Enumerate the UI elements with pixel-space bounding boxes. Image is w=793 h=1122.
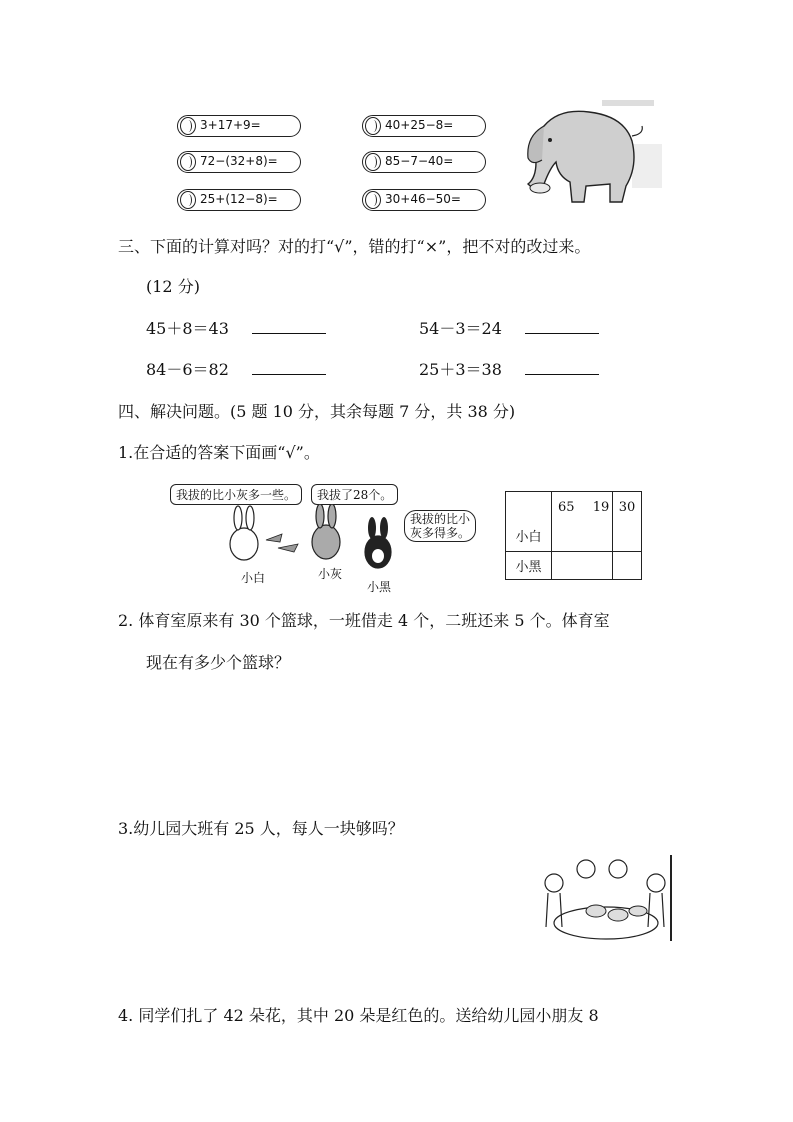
answer-blank[interactable] xyxy=(252,319,326,334)
expression-scroll xyxy=(177,189,301,211)
answer-cell[interactable] xyxy=(613,552,642,580)
check-item xyxy=(419,316,599,339)
equation-text: 54－3＝24 xyxy=(419,319,502,338)
section3-points: (12 分) xyxy=(146,277,200,296)
bunnies-illustration xyxy=(222,504,412,572)
question-3: 3.幼儿园大班有 25 人，每人一块够吗？ xyxy=(118,819,404,838)
equation-text: 45＋8＝43 xyxy=(146,319,229,338)
answer-choice-table xyxy=(505,491,642,580)
bunny-name-white: 小白 xyxy=(241,571,266,585)
scroll-cap-icon xyxy=(365,153,381,171)
value-cell xyxy=(552,492,613,552)
answer-cell[interactable] xyxy=(552,552,613,580)
expression-text: 3+17+9= xyxy=(200,118,261,132)
expression-text: 85−7−40= xyxy=(385,154,454,168)
speech-bubble-grey: 我拔了28个。 xyxy=(311,484,398,505)
bunny-name-grey: 小灰 xyxy=(318,567,343,581)
row-label: 小白 xyxy=(515,530,542,545)
question-2-line2: 现在有多少个篮球？ xyxy=(146,653,291,672)
expression-scroll xyxy=(362,115,486,137)
section3-title: 三、下面的计算对吗？对的打“√”，错的打“×”，把不对的改过来。 xyxy=(118,237,591,256)
bubble-line: 我拔的比小 xyxy=(410,512,471,526)
answer-blank[interactable] xyxy=(525,360,599,375)
check-item xyxy=(146,316,326,339)
scroll-cap-icon xyxy=(180,191,196,209)
choice-value: 65 xyxy=(558,500,575,515)
row-label: 小黑 xyxy=(515,560,542,575)
choice-value: 19 xyxy=(592,500,610,515)
expression-scroll xyxy=(362,151,486,173)
bubble-line: 灰多得多。 xyxy=(410,526,471,540)
check-item xyxy=(419,357,599,380)
answer-blank[interactable] xyxy=(252,360,326,375)
row-label-cell xyxy=(506,552,552,580)
question-2-line1: 2. 体育室原来有 30 个篮球，一班借走 4 个，二班还来 5 个。体育室 xyxy=(118,611,610,630)
scroll-cap-icon xyxy=(180,117,196,135)
equation-text: 25＋3＝38 xyxy=(419,360,502,379)
expression-scroll xyxy=(177,115,301,137)
elephant-illustration xyxy=(514,96,674,208)
row-label-cell xyxy=(506,492,552,552)
children-cake-illustration xyxy=(538,855,674,943)
speech-bubble-white: 我拔的比小灰多一些。 xyxy=(170,484,302,505)
answer-blank[interactable] xyxy=(525,319,599,334)
value-cell xyxy=(613,492,642,552)
expression-text: 30+46−50= xyxy=(385,192,461,206)
expression-text: 72−(32+8)= xyxy=(200,154,278,168)
check-item xyxy=(146,357,326,380)
scroll-cap-icon xyxy=(365,191,381,209)
question-4: 4. 同学们扎了 42 朵花，其中 20 朵是红色的。送给幼儿园小朋友 8 xyxy=(118,1006,599,1025)
scroll-cap-icon xyxy=(365,117,381,135)
question-1: 1.在合适的答案下面画“√”。 xyxy=(118,443,320,462)
expression-text: 25+(12−8)= xyxy=(200,192,278,206)
section4-title: 四、解决问题。(5 题 10 分，其余每题 7 分，共 38 分) xyxy=(118,402,516,421)
expression-scroll xyxy=(177,151,301,173)
equation-text: 84－6＝82 xyxy=(146,360,229,379)
bunny-name-black: 小黑 xyxy=(367,580,392,594)
speech-bubble-black xyxy=(404,510,476,542)
scroll-cap-icon xyxy=(180,153,196,171)
expression-text: 40+25−8= xyxy=(385,118,454,132)
choice-value: 30 xyxy=(618,500,636,515)
expression-scroll xyxy=(362,189,486,211)
